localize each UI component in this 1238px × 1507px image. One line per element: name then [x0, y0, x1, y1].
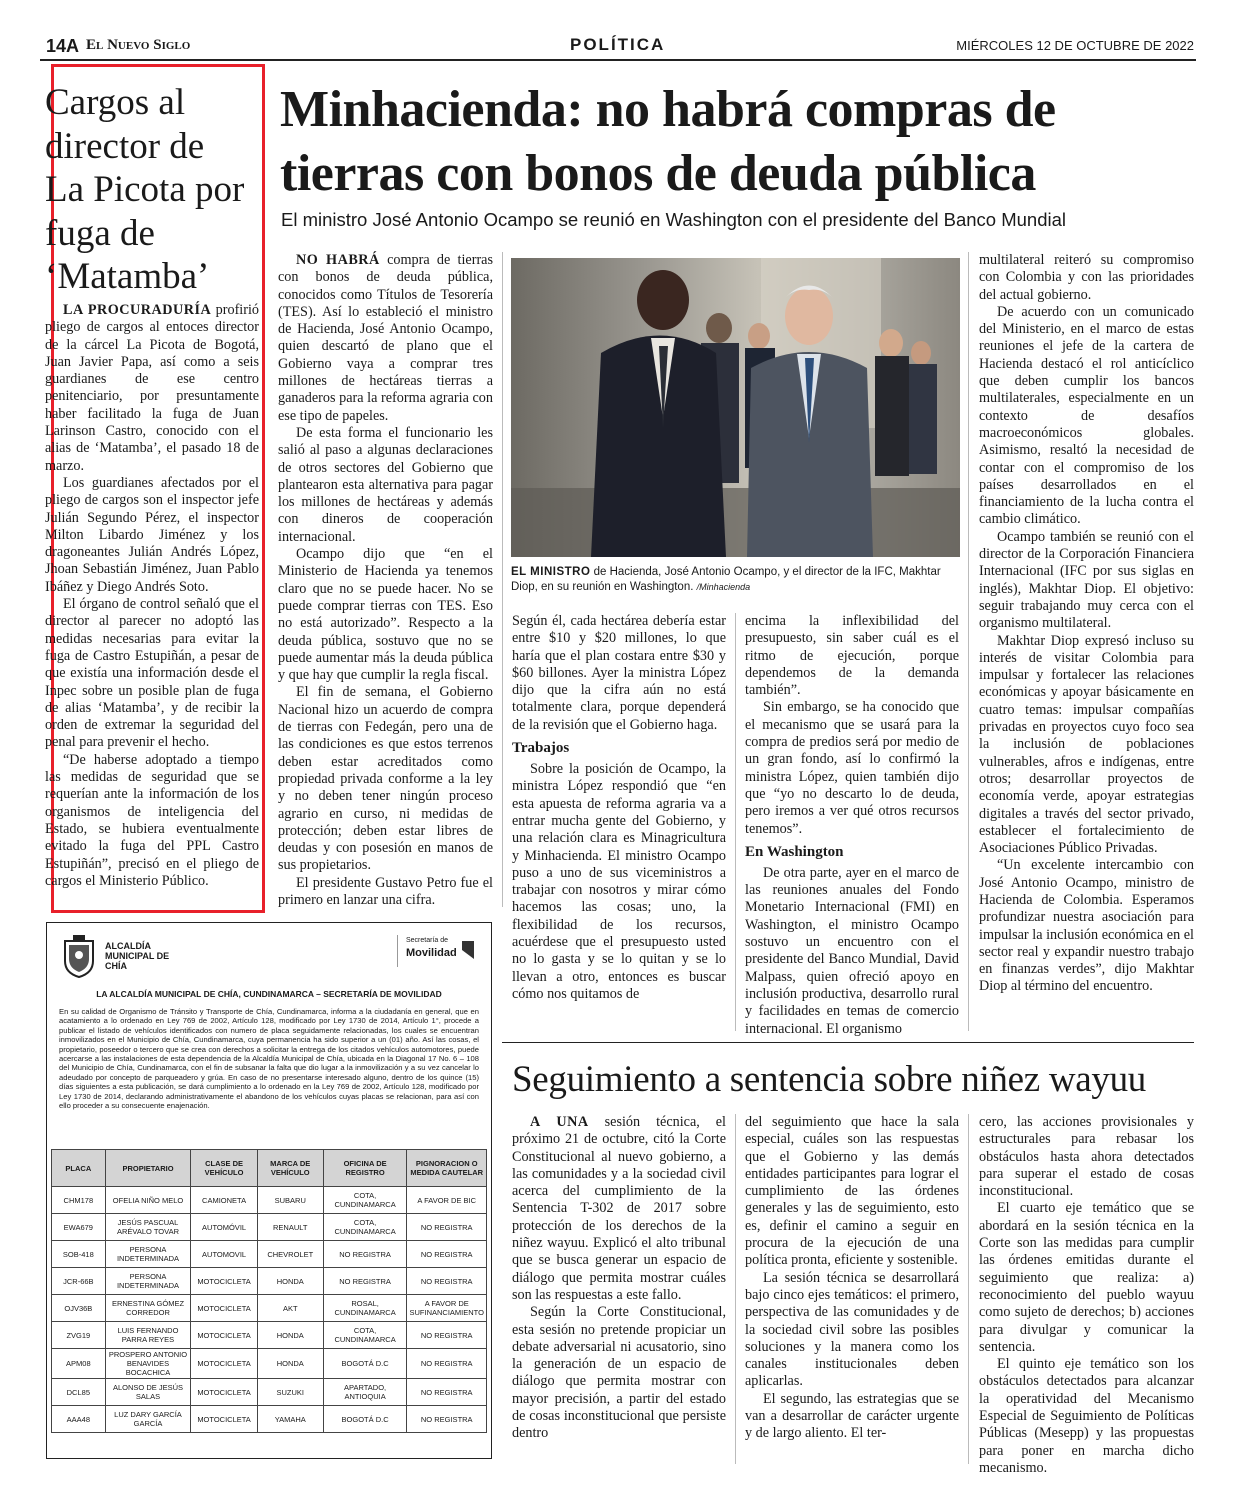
table-cell: COTA, CUNDINAMARCA	[323, 1187, 407, 1214]
table-cell: LUIS FERNANDO PARRA REYES	[105, 1322, 191, 1349]
table-row	[52, 1406, 487, 1433]
table-cell: YAMAHA	[257, 1406, 323, 1433]
movilidad-logo	[397, 935, 480, 967]
table-cell: AKT	[257, 1295, 323, 1322]
photo-caption	[511, 565, 960, 595]
table-cell: MOTOCICLETA	[191, 1379, 257, 1406]
table-cell: ROSAL, CUNDINAMARCA	[323, 1295, 407, 1322]
table-cell: MOTOCICLETA	[191, 1406, 257, 1433]
table-row	[52, 1349, 487, 1379]
section-rule	[502, 1042, 1194, 1043]
table-cell: CHEVROLET	[257, 1241, 323, 1268]
vehicle-table-wrapper	[51, 1149, 487, 1433]
table-cell: NO REGISTRA	[407, 1406, 487, 1433]
table-cell: PERSONA INDETERMINADA	[105, 1268, 191, 1295]
main-paragraph: Makhtar Diop expresó incluso su interés de visitar Colombia para impulsar y fortalecer las relaciones económicas y apoyar básicamente en cuatro temas: impulsar compañías privadas en proyectos cuyo foco sea la inclusión de poblaciones vulnerables, afros e indígenas, entre otros; desarrollar proyectos de economía verde, apoyar estrategias digitales a través del sector privado, establecer el fortalecimiento de Asociaciones Público Privadas.	[979, 632, 1194, 857]
photo-caption-lead: EL MINISTRO	[511, 566, 591, 578]
table-cell: CAMIONETA	[191, 1187, 257, 1214]
section-name: POLÍTICA	[570, 35, 666, 54]
main-paragraph: “Un excelente intercambio con José Antonio Ocampo, ministro de Hacienda de Colombia. Esperamos profundizar nuestra asociación para impulsar la inclusión económica en el sector real y expandir nuestro trabajo en finanzas verdes”, dijo Makhtar Diop al término del encuentro.	[979, 857, 1194, 995]
second-column-1	[512, 1114, 726, 1443]
photo-caption-text: de Hacienda, José Antonio Ocampo, y el director de la IFC, Makhtar Diop, en su reunión en Washington.	[511, 566, 941, 593]
subhead-washington: En Washington	[745, 843, 844, 860]
second-paragraph: A UNA sesión técnica, el próximo 21 de octubre, citó la Corte Constitucional al nuevo gobierno, a las comunidades y a la sociedad civil acerca del cumplimiento de la Sentencia T-302 de 2017 sobre protección de los derechos de la niñez wayuu. Explicó el alto tribunal que se busca generar un espacio de diálogo que permita mostrar cuáles son las respuestas a este fallo.	[512, 1114, 726, 1303]
table-cell: A FAVOR DE SUFINANCIAMIENTO	[407, 1295, 487, 1322]
table-cell: SUZUKI	[257, 1379, 323, 1406]
table-cell: ERNESTINA GÓMEZ CORREDOR	[105, 1295, 191, 1322]
main-paragraph: De acuerdo con un comunicado del Ministerio, en el marco de estas reuniones el jefe de la cartera de Hacienda destacó el rol anticíclico que deben cumplir los bancos multilaterales, especialmente en un contexto de desafíos macroeconómicos globales. Asimismo, resaltó la necesidad de contar con el compromiso de los países desarrollados en el financiamiento de la lucha contra el cambio climático.	[979, 303, 1194, 528]
movilidad-arrow-icon	[460, 939, 476, 961]
table-cell: LUZ DARY GARCÍA GARCÍA	[105, 1406, 191, 1433]
side-story-title: Cargos al director de La Picota por fuga de ‘Matamba’	[45, 82, 245, 297]
main-paragraph: Sin embargo, se ha conocido que el mecanismo que se usará para la compra de predios será por medio de un gran fondo, así lo confirmó la ministra López, quien también dijo que “yo no descarto lo de deuda, pero iremos a ver qué otros recursos tenemos”.	[745, 699, 959, 837]
photo-credit: /Minhacienda	[696, 582, 751, 592]
main-paragraph: De otra parte, ayer en el marco de las reuniones anuales del Fondo Monetario Internacional (FMI) en Washington, el ministro Ocampo sostuvo un encuentro con el presidente del Banco Mundial, David Malpass, quien ofreció apoyo en inclusión productiva, desarrollo rural y facilidades en temas de comercio internacional. El organismo	[745, 864, 959, 1037]
main-paragraph: Ocampo también se reunió con el director de la Corporación Financiera Internacional (IFC por sus siglas en inglés), Makhtar Diop. El objetivo: seguir trabajando muy cerca con el organismo multilateral.	[979, 528, 1194, 632]
header-rule	[40, 59, 1196, 61]
vehicle-table	[51, 1149, 487, 1433]
side-story-body	[45, 302, 259, 890]
table-cell: OFELIA NIÑO MELO	[105, 1187, 191, 1214]
table-cell: MOTOCICLETA	[191, 1268, 257, 1295]
publication-name: El Nuevo Siglo	[86, 37, 191, 53]
table-cell: NO REGISTRA	[407, 1349, 487, 1379]
column-header: MARCA DE VEHÍCULO	[257, 1150, 323, 1187]
table-cell: HONDA	[257, 1322, 323, 1349]
second-paragraph: El cuarto eje temático que se abordará en la sesión técnica en la Corte son las medidas para cumplir las órdenes emitidas durante el seguimiento que realiza: a) reconocimiento del pueblo wayuu como sujeto de derechos; b) acciones para divulgar y comunicar la sentencia.	[979, 1200, 1194, 1355]
table-cell: OJV36B	[52, 1295, 106, 1322]
table-cell: NO REGISTRA	[407, 1241, 487, 1268]
column-rule	[735, 613, 736, 1031]
news-photo	[511, 258, 960, 557]
table-cell: BOGOTÁ D.C	[323, 1349, 407, 1379]
column-header: PROPIETARIO	[105, 1150, 191, 1187]
ad-org-name: ALCALDÍA MUNICIPAL DE CHÍA	[105, 941, 170, 971]
second-paragraph: El quinto eje temático son los obstáculos detectados para alcanzar la operatividad del Mecanismo Especial de Seguimiento de Políticas Públicas (Mesepp) y las propuestas para poner en marcha dicho mecanismo.	[979, 1356, 1194, 1476]
column-header: CLASE DE VEHÍCULO	[191, 1150, 257, 1187]
main-paragraph: Según él, cada hectárea debería estar entre $10 y $20 millones, lo que haría que el plan costara entre $30 y $60 billones. Ayer la ministra López dijo que la cifra aún no está totalmente clara, porque dependerá de la revisión que el Gobierno haga.	[512, 613, 726, 733]
table-cell: PERSONA INDETERMINADA	[105, 1241, 191, 1268]
column-header: PIGNORACION O MEDIDA CAUTELAR	[407, 1150, 487, 1187]
main-paragraph: NO HABRÁ compra de tierras con bonos de deuda pública, conocidos como Títulos de Tesorería (TES). Así lo estableció el ministro de Hacienda, José Antonio Ocampo, quien descartó de plano que el Gobierno vaya a comprar tres millones de hectáreas tierras a ganaderos para la reforma agraria con ese tipo de papeles.	[278, 252, 493, 424]
column-rule	[502, 252, 503, 907]
second-paragraph: La sesión técnica se desarrollará bajo cinco ejes temáticos: el primero, perspectiva de las comunidades y de la sociedad civil sobre las posibles soluciones y la manera como los canales institucionales deben aplicarlas.	[745, 1269, 959, 1390]
table-row	[52, 1214, 487, 1241]
main-paragraph: Sobre la posición de Ocampo, la ministra López respondió que “en esta apuesta de reforma agraria va a entrar mucha gente del Gobierno, y una relación clara es Minagricultura y Minhacienda. El ministro Ocampo puso a uno de sus viceministros a trabajar con nosotros y mirar cómo hacemos las cosas; uno, la flexibilidad de los recursos, acuérdese que el presupuesto usted no lo gasta y se lo quitan y se lo llevan a otro, entonces es buscar cómo nos quitamos de	[512, 761, 726, 1002]
table-cell: MOTOCICLETA	[191, 1295, 257, 1322]
table-cell: NO REGISTRA	[407, 1322, 487, 1349]
ad-body: En su calidad de Organismo de Tránsito y Transporte de Chía, Cundinamarca, informa a la ciudadanía en general, que en acatamiento a lo ordenado en Ley 769 de 2002, Artículo 128, modificado por Ley 1730 de 2014, Artículo 1°, procede a publicar el listado de vehículos identificados con numero de placa seguidamente relacionadas, los cuales se encuentran inmovilizados en el Municipio de Chía, Cundinamarca, cuya permanencia ha sido superior a un (01) año. Así las cosas, el propietario, poseedor o tercero que se crea con derechos a solicitar la entrega de los citados vehículos automotores, puede acercarse a las instalaciones de esta dependencia de la Alcaldía Municipal de Chía, ubicada en la Diagonal 17 No. 6 – 108 del Municipio de Chía, Cundinamarca, con el fin de subsanar la falta que dio lugar a la inmovilización y a su vez cancelar lo adeudado por concepto de parqueadero y grúa. En caso de no presentarse interesado alguno, dentro de los quince (15) días siguientes a esta publicación, se dará cumplimiento a lo ordenado en la Ley 769 de 2002, Artículo 128, modificado por Ley 1730 de 2014, declarando administrativamente el abandono de los vehículos cuyas placas se relacionan, para así con ello proceder a su consecuente enajenación.	[59, 1007, 479, 1111]
table-header-row	[52, 1150, 487, 1187]
second-column-3	[979, 1114, 1194, 1477]
column-rule	[968, 252, 969, 1031]
table-cell: APM08	[52, 1349, 106, 1379]
ad-heading: LA ALCALDÍA MUNICIPAL DE CHÍA, CUNDINAMARCA – SECRETARÍA DE MOVILIDAD	[96, 989, 442, 999]
table-row	[52, 1241, 487, 1268]
table-cell: NO REGISTRA	[407, 1268, 487, 1295]
table-cell: EWA679	[52, 1214, 106, 1241]
table-row	[52, 1268, 487, 1295]
column-rule	[735, 1114, 736, 1464]
table-cell: ZVG19	[52, 1322, 106, 1349]
main-column-2	[512, 613, 726, 1003]
table-cell: COTA, CUNDINAMARCA	[323, 1322, 407, 1349]
table-cell: HONDA	[257, 1349, 323, 1379]
main-lead: NO HABRÁ	[296, 252, 380, 268]
side-story-paragraph: Los guardianes afectados por el pliego de cargos son el inspector jefe Julián Segundo Pérez, el inspector Milton Libardo Jiménez y los dragoneantes Julián Andrés López, Jhoan Sebastián Jiménez, Juan Pablo Ibáñez y Diego Andrés Soto.	[45, 474, 259, 595]
second-headline: Seguimiento a sentencia sobre niñez wayuu	[512, 1059, 1146, 1100]
public-notice-ad	[46, 922, 492, 1459]
page-header	[40, 34, 1196, 60]
table-row	[52, 1322, 487, 1349]
second-paragraph: Según la Corte Constitucional, esta sesión no pretende propiciar un debate adversarial ni acusatorio, sino la generación de un espacio de diálogo que permita mostrar con mayor precisión, a partir del estado de cosas inconstitucional que persiste dentro	[512, 1304, 726, 1442]
main-paragraph: De esta forma el funcionario les salió al paso a algunas declaraciones de otros sectores del Gobierno que plantearon esta alternativa para pagar los millones de hectáreas y además con dineros de cooperación internacional.	[278, 424, 493, 545]
main-column-3	[745, 613, 959, 1038]
main-paragraph: multilateral reiteró su compromiso con Colombia y con las prioridades del actual gobierno.	[979, 252, 1194, 303]
main-headline: Minhacienda: no habrá compras de tierras con bonos de deuda pública	[280, 81, 1056, 202]
side-story-paragraph: El órgano de control señaló que el director al parecer no adoptó las medidas necesarias para evitar la fuga de Castro Estupiñán, a pesar de que existía una información desde el Inpec sobre un posible plan de fuga de alias ‘Matamba’, y de recibir la orden de extremar la seguridad del penal para prevenir el hecho.	[45, 596, 259, 751]
table-cell: SOB-418	[52, 1241, 106, 1268]
second-paragraph: cero, las acciones provisionales y estructurales para rebasar los obstáculos hasta ahora detectados para superar el estado de cosas inconstitucional.	[979, 1114, 1194, 1200]
column-rule	[968, 1114, 969, 1464]
table-cell: AAA48	[52, 1406, 106, 1433]
main-paragraph: Ocampo dijo que “en el Ministerio de Hacienda ya tenemos claro que no se puede hacer. No se puede comprar tierras con TES. Eso no está autorizado”. Respecto a la deuda pública, sostuvo que no se puede aumentar más la deuda pública y que hay que cumplir la regla fiscal.	[278, 546, 493, 684]
table-cell: JESÚS PASCUAL ARÉVALO TOVAR	[105, 1214, 191, 1241]
main-paragraph: El presidente Gustavo Petro fue el primero en lanzar una cifra.	[278, 874, 493, 908]
table-row	[52, 1295, 487, 1322]
chia-crest-icon	[61, 935, 97, 979]
main-paragraph: El fin de semana, el Gobierno Nacional hizo un acuerdo de compra de tierras con Fedegán, pero una de las condiciones es que estos terrenos deben estar acreditados como propiedad privada conforme a la ley y no deben tener ningún proceso agrario en curso, ni medidas de protección; deben estar libres de deudas y con posesión en manos de sus propietarios.	[278, 684, 493, 874]
main-paragraph: encima la inflexibilidad del presupuesto, sin saber cuál es el ritmo de ejecución, porque dependemos de la demanda también”.	[745, 613, 959, 699]
table-cell: NO REGISTRA	[323, 1241, 407, 1268]
table-cell: NO REGISTRA	[407, 1214, 487, 1241]
subhead-trabajos: Trabajos	[512, 740, 570, 757]
main-column-4	[979, 252, 1194, 996]
table-row	[52, 1187, 487, 1214]
table-cell: DCL85	[52, 1379, 106, 1406]
table-cell: NO REGISTRA	[323, 1268, 407, 1295]
table-cell: ALONSO DE JESÚS SALAS	[105, 1379, 191, 1406]
table-cell: JCR-66B	[52, 1268, 106, 1295]
table-cell: AUTOMÓVIL	[191, 1214, 257, 1241]
second-lead: A UNA	[530, 1114, 589, 1130]
table-cell: SUBARU	[257, 1187, 323, 1214]
table-cell: PROSPERO ANTONIO BENAVIDES BOCACHICA	[105, 1349, 191, 1379]
main-column-1	[278, 252, 493, 909]
table-row	[52, 1379, 487, 1406]
page-number: 14A	[46, 36, 80, 56]
table-cell: HONDA	[257, 1268, 323, 1295]
table-cell: APARTADO, ANTIOQUIA	[323, 1379, 407, 1406]
column-header: PLACA	[52, 1150, 106, 1187]
main-deck: El ministro José Antonio Ocampo se reunió en Washington con el presidente del Banco Mundial	[281, 209, 1066, 230]
side-story-lead: LA PROCURADURÍA	[63, 302, 212, 318]
photo-illustration	[511, 258, 960, 557]
movilidad-logo-top: Secretaría de	[406, 937, 449, 944]
table-cell: AUTOMOVIL	[191, 1241, 257, 1268]
table-cell: COTA, CUNDINAMARCA	[323, 1214, 407, 1241]
table-cell: BOGOTÁ D.C	[323, 1406, 407, 1433]
second-paragraph: El segundo, las estrategias que se van a desarrollar de carácter urgente y de largo aliento. El ter-	[745, 1390, 959, 1442]
side-story-paragraph: LA PROCURADURÍA profirió pliego de cargos al entoces director de la cárcel La Picota de Bogotá, Juan Javier Papa, así como a seis guardianes de ese centro penitenciario, por presuntamente haber facilitado la fuga de Juan Larinson Castro, conocido con el alias de ‘Matamba’, el pasado 18 de marzo.	[45, 302, 259, 474]
table-cell: MOTOCICLETA	[191, 1349, 257, 1379]
movilidad-logo-name: Movilidad	[406, 947, 457, 959]
second-column-2	[745, 1114, 959, 1443]
issue-date: MIÉRCOLES 12 DE OCTUBRE DE 2022	[956, 38, 1194, 53]
table-cell: RENAULT	[257, 1214, 323, 1241]
table-cell: CHM178	[52, 1187, 106, 1214]
table-cell: A FAVOR DE BIC	[407, 1187, 487, 1214]
side-story-box	[45, 64, 265, 913]
table-cell: MOTOCICLETA	[191, 1322, 257, 1349]
second-paragraph: del seguimiento que hace la sala especial, cuáles son las respuestas que el Gobierno y las demás entidades participantes para lograr el cumplimiento de las órdenes generales y las de seguimiento, esto es, definir el camino a seguir en procura de la ejecución de una política pronta, eficiente y sostenible.	[745, 1114, 959, 1269]
side-story-paragraph: “De haberse adoptado a tiempo las medidas de seguridad que se requerían ante la información de los organismos de inteligencia del Estado, se hubiera eventualmente evitado la fuga del PPL Castro Estupiñán”, precisó en el pliego de cargos el Ministerio Público.	[45, 751, 259, 889]
table-cell: NO REGISTRA	[407, 1379, 487, 1406]
column-header: OFICINA DE REGISTRO	[323, 1150, 407, 1187]
